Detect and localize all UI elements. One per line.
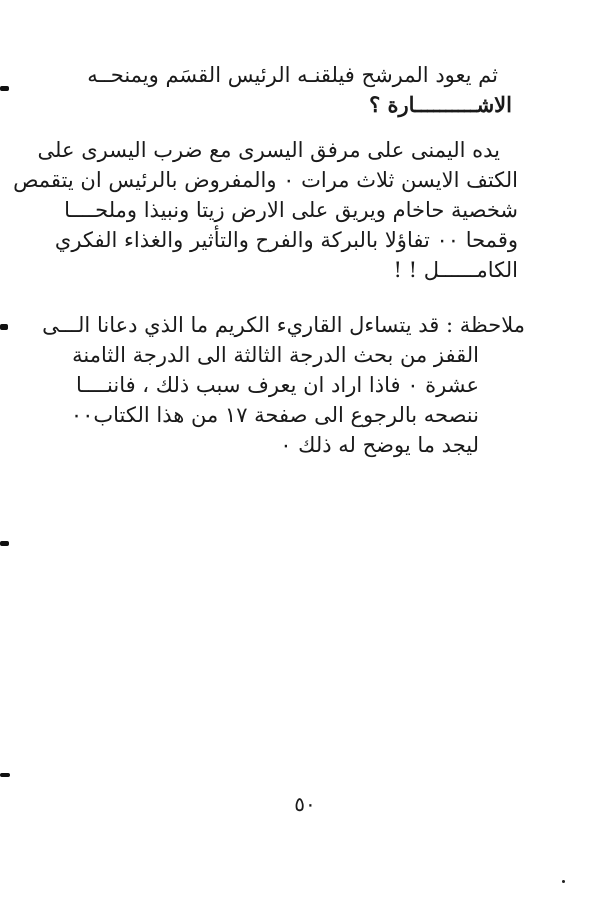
text-line: يده اليمنى على مرفق اليسرى مع ضرب اليسرى على xyxy=(37,138,500,162)
text-line: الكتف الايسن ثلاث مرات ٠ والمفروض بالرئيس ان يتقمص xyxy=(13,168,518,192)
margin-mark xyxy=(0,324,8,330)
note-first-line: ملاحظة : قد يتساءل القاريء الكريم ما الذي دعانا الـــى xyxy=(42,313,525,337)
page-number: ٥٠ xyxy=(294,792,316,816)
margin-mark xyxy=(0,541,9,546)
text-line: ننصحه بالرجوع الى صفحة ١٧ من هذا الكتاب٠٠ xyxy=(70,403,479,427)
text-line: الاشــــــــــارة ؟ xyxy=(369,92,512,117)
text-line: وقمحا ٠٠ تفاؤلا بالبركة والفرح والتأثير والغذاء الفكري xyxy=(54,228,518,252)
margin-mark xyxy=(0,86,9,91)
text-line: القفز من بحث الدرجة الثالثة الى الدرجة الثامنة xyxy=(72,343,479,367)
paragraph-2 xyxy=(13,135,518,285)
margin-mark xyxy=(0,773,10,777)
ink-speck xyxy=(562,880,565,883)
text-line: ليجد ما يوضح له ذلك ٠ xyxy=(280,433,479,457)
text-line: ثم يعود المرشح فيلقنـه الرئيس القسَم ويمنحــه xyxy=(87,63,498,87)
note-paragraph xyxy=(42,310,525,460)
paragraph-1 xyxy=(87,60,512,120)
text-line: الكامــــــل ! ! xyxy=(393,258,518,282)
text-line: عشرة ٠ فاذا اراد ان يعرف سبب ذلك ، فاننــــا xyxy=(76,373,479,397)
text-line: شخصية حاخام ويريق على الارض زيتا ونبيذا وملحــــا xyxy=(64,198,518,222)
